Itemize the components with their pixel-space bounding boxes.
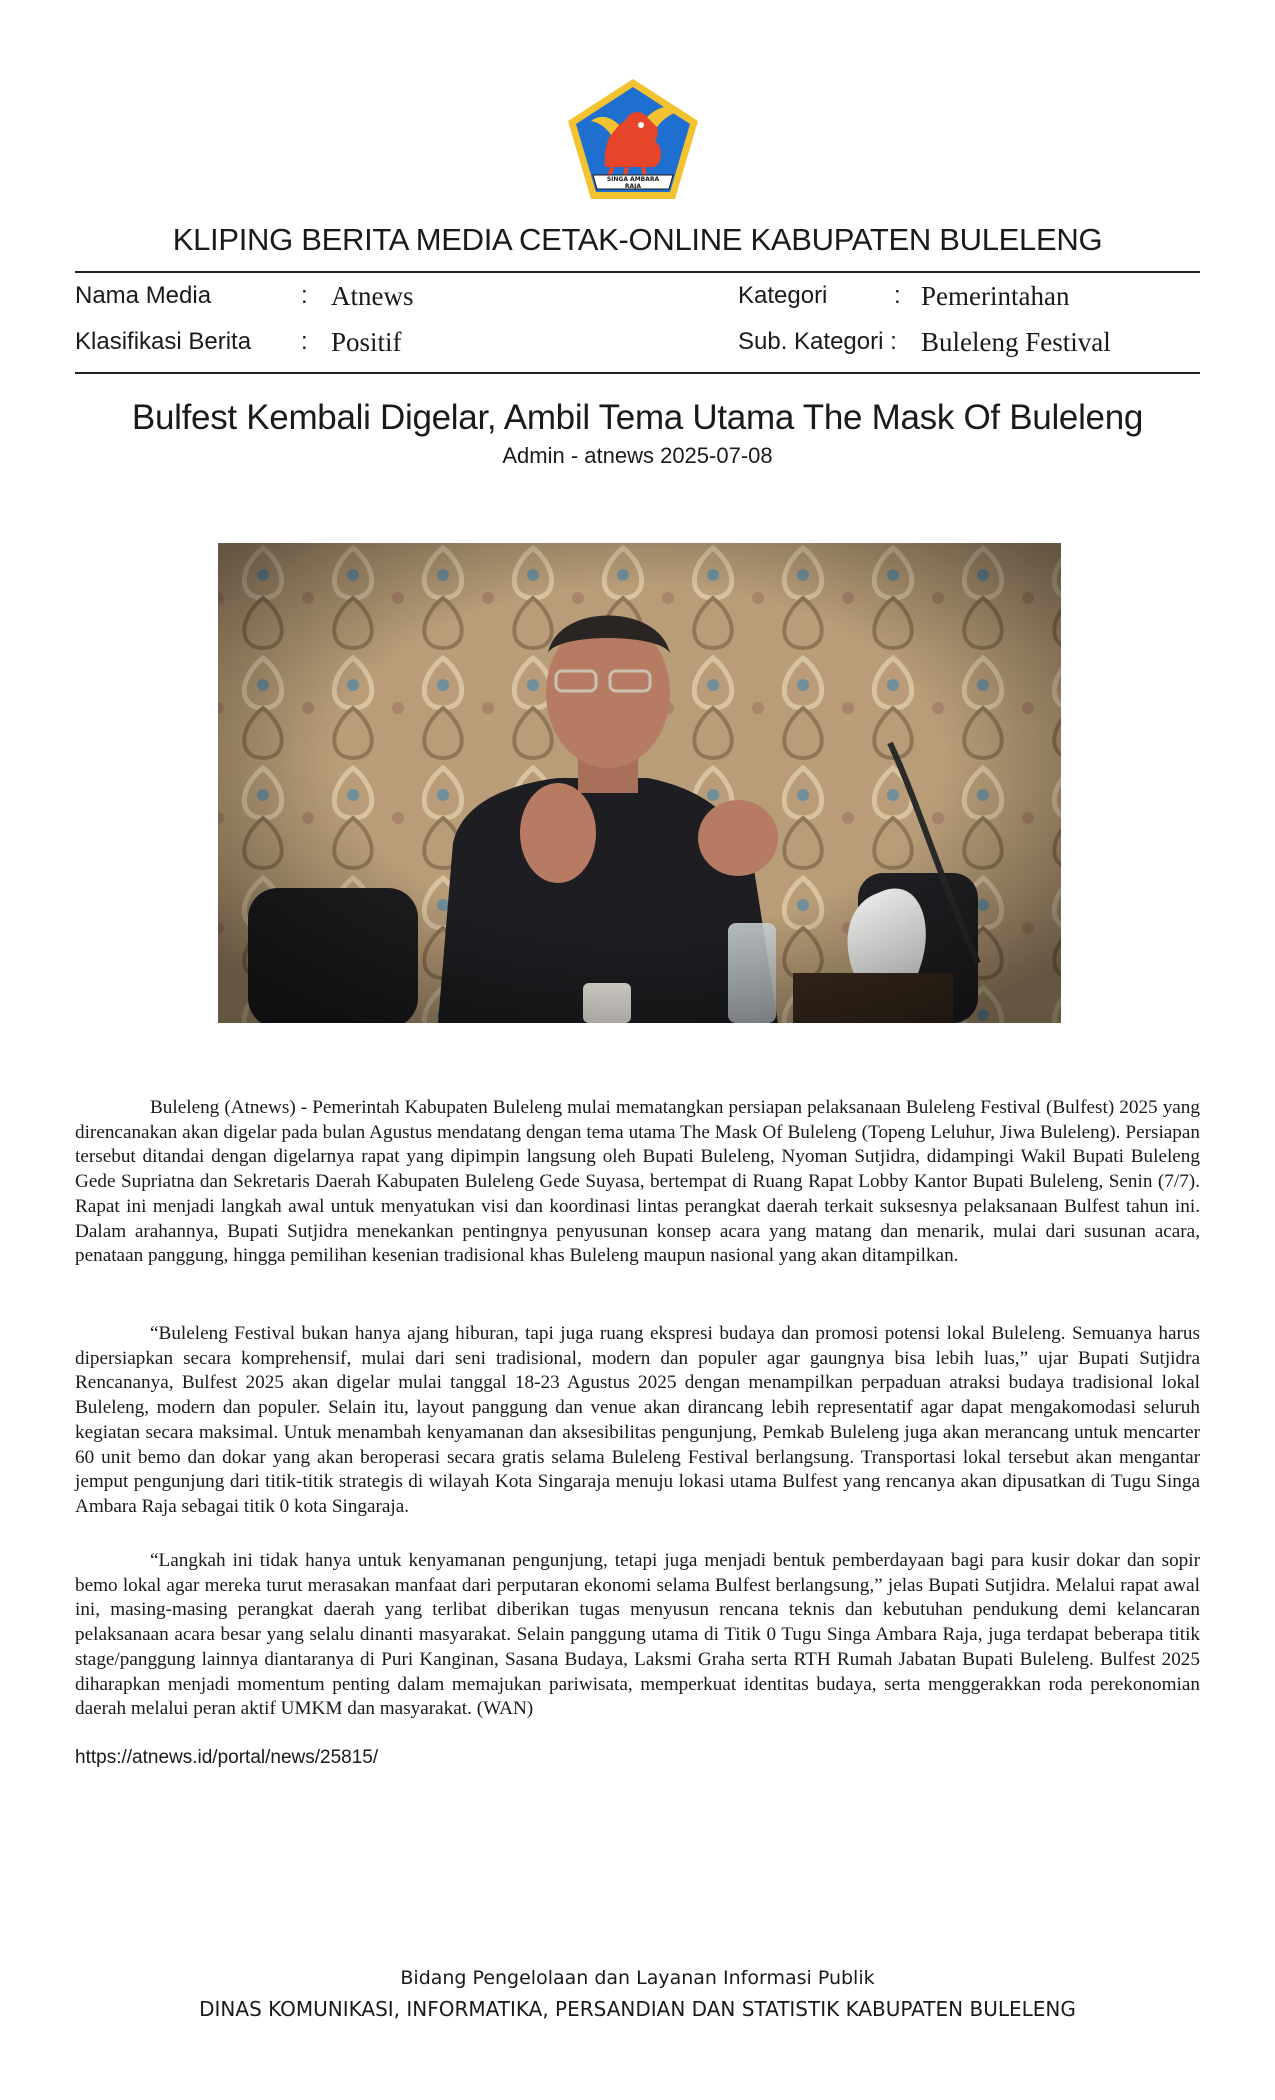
article-photo [218,543,1061,1023]
klasifikasi-label: Klasifikasi Berita [75,328,252,355]
header-divider-bottom [75,372,1200,374]
document-header-title: KLIPING BERITA MEDIA CETAK-ONLINE KABUPATEN BULELENG [172,222,1103,257]
nama-media-colon: : [301,282,308,309]
footer-agency: DINAS KOMUNIKASI, INFORMATIKA, PERSANDIAN DAN STATISTIK KABUPATEN BULELENG [199,1997,1076,2021]
nama-media-label: Nama Media [75,282,212,309]
kategori-colon: : [894,282,901,309]
source-url[interactable]: https://atnews.id/portal/news/25815/ [75,1747,379,1768]
sub-kategori-label: Sub. Kategori : [738,328,897,355]
klasifikasi-colon: : [301,328,308,355]
article-byline: Admin - atnews 2025-07-08 [502,443,773,468]
nama-media-value: Atnews [331,281,414,311]
singa-ambara-raja-emblem-icon [563,75,703,205]
kategori-label: Kategori [738,282,828,309]
logo-ribbon-text: SINGA AMBARA RAJA [606,176,660,190]
article-paragraph-2: “Buleleng Festival bukan hanya ajang hiburan, tapi juga ruang ekspresi budaya dan promosi potensi lokal Buleleng. Semuanya harus dipersiapkan secara komprehensif, mulai dari seni tradisional, modern dan populer agar gaungnya bisa lebih luas,” ujar Bupati Sutjidra Rencananya, Bulfest 2025 akan digelar mulai tanggal 18-23 Agustus 2025 dengan menampilkan perpaduan atraksi budaya tradisional lokal Buleleng, modern dan populer. Selain itu, layout panggung dan venue akan dirancang lebih representatif agar dapat mengakomodasi seluruh kegiatan secara maksimal. Untuk menambah kenyamanan dan aksesibilitas pengunjung, Pemkab Buleleng juga akan merancang untuk mencarter 60 unit bemo dan dokar yang akan beroperasi secara gratis selama Buleleng Festival berlangsung. Transportasi lokal tersebut akan mengantar jemput pengunjung dari titik-titik strategis di wilayah Kota Singaraja menuju lokasi utama Bulfest yang rencanya akan dipusatkan di Tugu Singa Ambara Raja sebagai titik 0 kota Singaraja. [75,1323,1200,1517]
klasifikasi-value: Positif [331,327,402,357]
article-headline: Bulfest Kembali Digelar, Ambil Tema Utama The Mask Of Buleleng [131,398,1144,437]
kategori-value: Pemerintahan [921,281,1070,311]
sub-kategori-value: Buleleng Festival [921,327,1111,357]
header-divider-top [75,271,1200,273]
article-paragraph-3: “Langkah ini tidak hanya untuk kenyamanan pengunjung, tetapi juga menjadi bentuk pemberdayaan bagi para kusir dokar dan sopir bemo lokal agar mereka turut merasakan manfaat dari perputaran ekonomi selama Bulfest berlangsung,” jelas Bupati Sutjidra. Melalui rapat awal ini, masing-masing perangkat daerah yang terlibat diberikan tugas menyusun rencana teknis dan kebutuhan pendukung demi kelancaran pelaksanaan acara besar yang selalu dinanti masyarakat. Selain panggung utama di Titik 0 Tugu Singa Ambara Raja, juga terdapat beberapa titik stage/panggung lainnya diantaranya di Puri Kanginan, Sasana Budaya, Laksmi Graha serta RTH Rumah Jabatan Bupati Buleleng. Bulfest 2025 diharapkan menjadi momentum penting dalam memajukan pariwisata, memperkuat identitas budaya, serta menggerakkan roda perekonomian daerah melalui peran aktif UMKM dan masyarakat. (WAN) [75,1550,1200,1720]
article-paragraph-1: Buleleng (Atnews) - Pemerintah Kabupaten Buleleng mulai mematangkan persiapan pelaksanaan Buleleng Festival (Bulfest) 2025 yang direncanakan akan digelar pada bulan Agustus mendatang dengan tema utama The Mask Of Buleleng (Topeng Leluhur, Jiwa Buleleng). Persiapan tersebut ditandai dengan digelarnya rapat yang dipimpin langsung oleh Bupati Buleleng, Nyoman Sutjidra, didampingi Wakil Bupati Buleleng Gede Supriatna dan Sekretaris Daerah Kabupaten Buleleng Gede Suyasa, bertempat di Ruang Rapat Lobby Kantor Bupati Buleleng, Senin (7/7). Rapat ini menjadi langkah awal untuk menyatukan visi dan koordinasi lintas perangkat daerah terkait suksesnya pelaksanaan Bulfest tahun ini. Dalam arahannya, Bupati Sutjidra menekankan pentingnya penyusunan konsep acara yang matang dan menarik, mulai dari susunan acara, penataan panggung, hingga pemilihan kesenian tradisional khas Buleleng maupun nasional yang akan ditampilkan. [75,1097,1200,1267]
footer-department: Bidang Pengelolaan dan Layanan Informasi Publik [400,1967,875,1989]
